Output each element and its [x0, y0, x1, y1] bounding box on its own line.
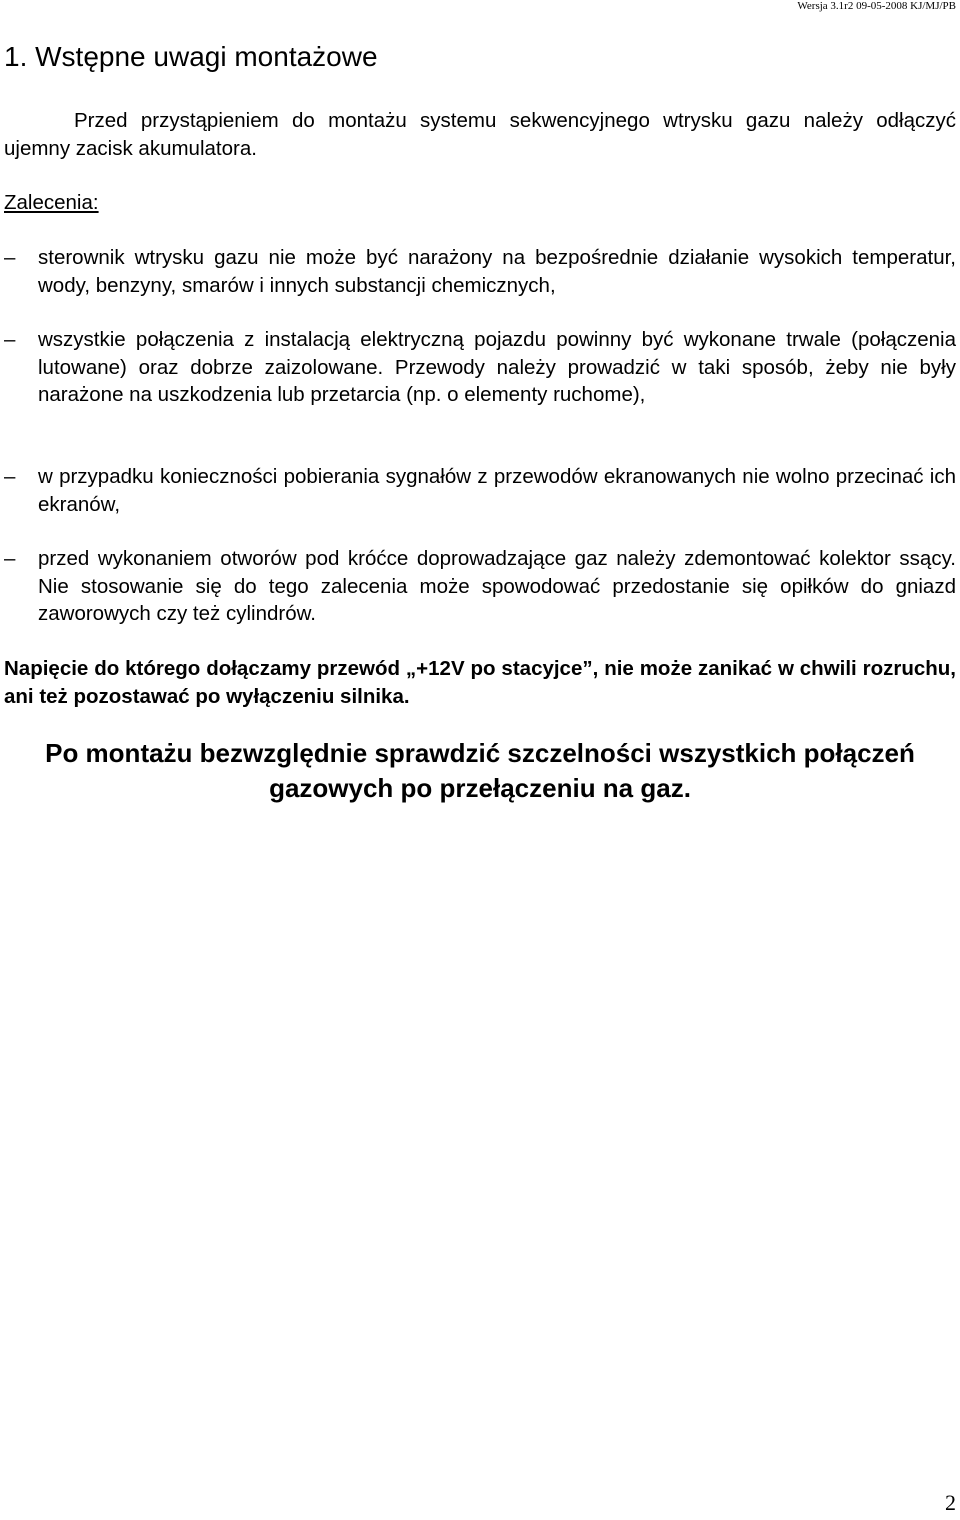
- list-item: [4, 244, 956, 299]
- list-item-text: w przypadku konieczności pobierania sygnałów z przewodów ekranowanych nie wolno przecinać ich ekranów,: [38, 465, 956, 516]
- dash-bullet: –: [4, 465, 16, 488]
- page-number: 2: [945, 1490, 956, 1515]
- version-info: Wersja 3.1r2 09-05-2008 KJ/MJ/PB: [797, 0, 956, 12]
- voltage-warning: Napięcie do którego dołączamy przewód „+12V po stacyjce”, nie może zanikać w chwili rozruchu, ani też pozostawać po wyłączeniu silnika.: [4, 657, 956, 708]
- final-instruction: [0, 736, 960, 806]
- list-item: [4, 326, 956, 409]
- list-item-text: wszystkie połączenia z instalacją elektryczną pojazdu powinny być wykonane trwale (połączenia lutowane) oraz dobrze zaizolowane. Przewody należy prowadzić w taki sposób, żeby nie były narażone na uszkodzenia lub przetarcia (np. o elementy ruchome),: [38, 328, 956, 406]
- recommendations-label: [4, 189, 956, 217]
- section-title: 1. Wstępne uwagi montażowe: [4, 41, 378, 72]
- list-item: [4, 463, 956, 518]
- dash-bullet: –: [4, 246, 16, 269]
- recommendations-label-text: Zalecenia:: [4, 191, 99, 214]
- intro-paragraph: Przed przystąpieniem do montażu systemu sekwencyjnego wtrysku gazu należy odłączyć ujemny zacisk akumulatora.: [4, 109, 956, 160]
- list-item: [4, 545, 956, 628]
- list-item-text: sterownik wtrysku gazu nie może być narażony na bezpośrednie działanie wysokich temperatur, wody, benzyny, smarów i innych substancji chemicznych,: [38, 246, 956, 297]
- final-instruction-line-2: gazowych po przełączeniu na gaz.: [269, 773, 691, 803]
- dash-bullet: –: [4, 328, 16, 351]
- dash-bullet: –: [4, 547, 16, 570]
- final-instruction-line-1: Po montażu bezwzględnie sprawdzić szczelności wszystkich połączeń: [45, 738, 915, 768]
- list-item-text: przed wykonaniem otworów pod króćce doprowadzające gaz należy zdemontować kolektor ssący. Nie stosowanie się do tego zalecenia może spowodować przedostanie się opiłków do gniazd zaworowych czy też cylindrów.: [38, 547, 956, 625]
